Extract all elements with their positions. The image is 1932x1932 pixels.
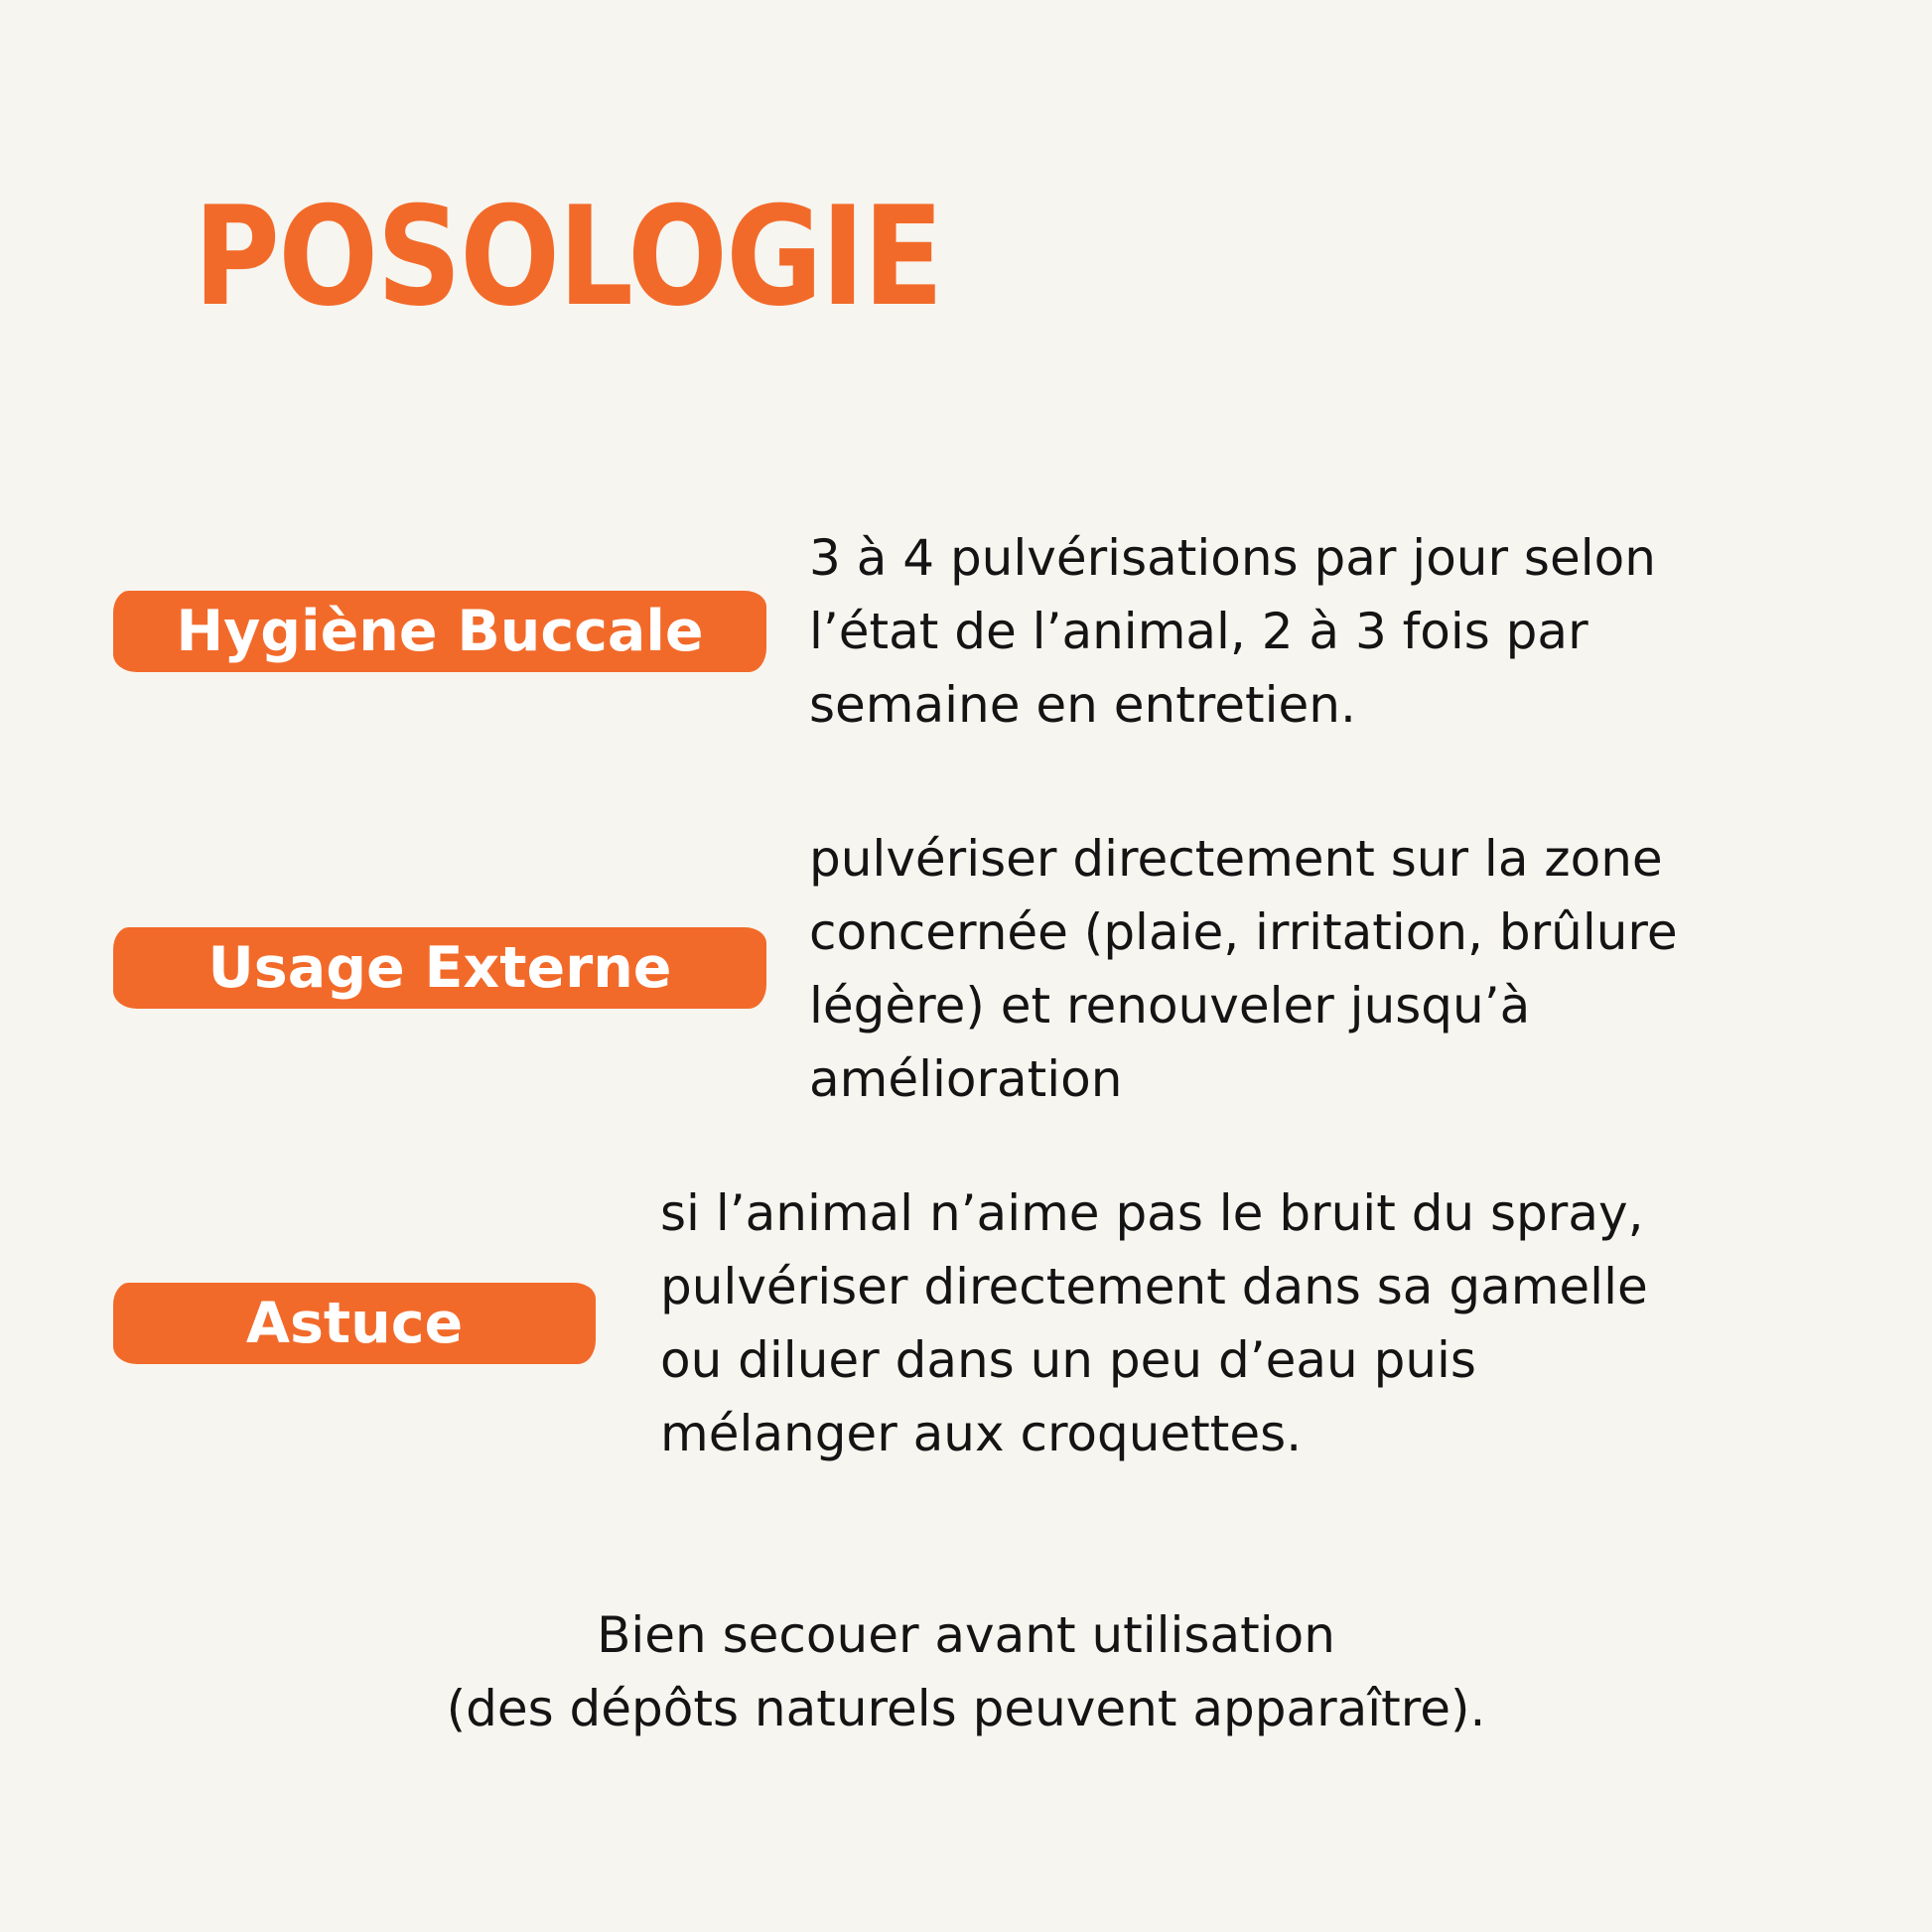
hygiene-buccale-description: 3 à 4 pulvérisations par jour selon l’état de l’animal, 2 à 3 fois par semaine en entretien. bbox=[809, 529, 1656, 734]
page-title: POSOLOGIE bbox=[194, 177, 942, 337]
footer-line-2: (des dépôts naturels peuvent apparaître). bbox=[446, 1680, 1486, 1737]
badge-astuce: Astuce bbox=[113, 1283, 596, 1364]
badge-usage-externe: Usage Externe bbox=[113, 927, 766, 1009]
astuce-description: si l’animal n’aime pas le bruit du spray, pulvériser directement dans sa gamelle ou diluer dans un peu d’eau puis mélanger aux croquettes. bbox=[660, 1184, 1648, 1462]
footer-line-1: Bien secouer avant utilisation bbox=[597, 1606, 1335, 1664]
footer-note bbox=[0, 1598, 1932, 1745]
badge-hygiene-buccale: Hygiène Buccale bbox=[113, 591, 766, 672]
usage-externe-description: pulvériser directement sur la zone concernée (plaie, irritation, brûlure légère) et renouveler jusqu’à amélioration bbox=[809, 830, 1678, 1108]
